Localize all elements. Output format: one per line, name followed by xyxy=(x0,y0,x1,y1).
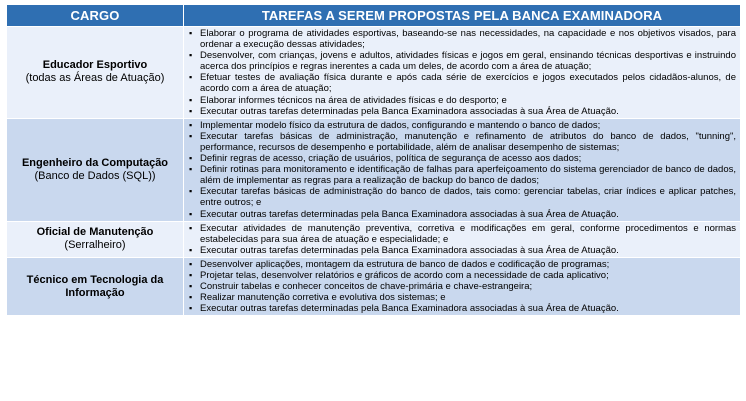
cargo-cell xyxy=(7,27,184,119)
bullet-icon: ▪ xyxy=(189,186,193,197)
task-text: Implementar modelo físico da estrutura de dados, configurando e mantendo o banco de dados; xyxy=(200,119,601,131)
task-text: Elaborar o programa de atividades esportivas, baseando-se nas necessidades, na capacidade e nos objetivos visados, para ordenar a execução dessas atividades; xyxy=(200,28,736,51)
bullet-icon: ▪ xyxy=(189,119,193,130)
table-header-row xyxy=(7,5,741,27)
task-text: Executar atividades de manutenção preventiva, corretiva e modificações em geral, conforme procedimentos e normas estabelecidas para sua área de atuação e especialidade; e xyxy=(200,222,736,245)
cargo-cell xyxy=(7,118,184,221)
bullet-icon: ▪ xyxy=(189,28,193,38)
table-row xyxy=(7,27,741,119)
task-item xyxy=(186,281,736,292)
bullet-icon: ▪ xyxy=(189,72,193,83)
task-text: Executar outras tarefas determinadas pela Banca Examinadora associadas à sua Área de Atuação. xyxy=(200,105,619,117)
bullet-icon: ▪ xyxy=(189,50,193,61)
bullet-icon: ▪ xyxy=(189,94,193,105)
cargo-area: (Banco de Dados (SQL)) xyxy=(34,169,156,182)
task-text: Projetar telas, desenvolver relatórios e gráficos de acordo com a necessidade de cada aplicativo; xyxy=(200,269,609,281)
cargo-name: Engenheiro da Computação xyxy=(21,156,169,169)
task-item xyxy=(186,164,736,186)
task-item xyxy=(186,95,736,106)
task-item xyxy=(186,209,736,220)
bullet-icon: ▪ xyxy=(189,130,193,141)
cargo-name: Técnico em Tecnologia da Informação xyxy=(26,273,164,299)
header-cargo: CARGO xyxy=(7,5,184,27)
task-item xyxy=(186,106,736,117)
task-item xyxy=(186,131,736,153)
bullet-icon: ▪ xyxy=(189,105,193,116)
task-list xyxy=(184,258,740,315)
task-list xyxy=(184,27,740,118)
task-item xyxy=(186,50,736,72)
task-item xyxy=(186,270,736,281)
cargo-area: (todas as Áreas de Atuação) xyxy=(25,72,165,85)
cargo-area: (Serralheiro) xyxy=(64,239,126,252)
tasks-cell xyxy=(184,118,741,221)
bullet-icon: ▪ xyxy=(189,292,193,303)
task-item xyxy=(186,303,736,314)
task-item xyxy=(186,292,736,303)
task-item xyxy=(186,223,736,245)
task-item xyxy=(186,120,736,131)
task-text: Desenvolver aplicações, montagem da estrutura de banco de dados e codificação de programas; xyxy=(200,258,610,270)
tasks-cell xyxy=(184,27,741,119)
bullet-icon: ▪ xyxy=(189,222,193,233)
bullet-icon: ▪ xyxy=(189,153,193,164)
task-text: Definir regras de acesso, criação de usuários, política de segurança de acesso aos dados; xyxy=(200,153,582,165)
task-text: Desenvolver, com crianças, jovens e adultos, atividades físicas e jogos em geral, ensinando técnicas desportivas e instruindo acerca dos princípios e regras inerentes a cada um deles, de acordo com a área de atuação; xyxy=(200,50,736,73)
task-text: Efetuar testes de avaliação física durante e após cada série de exercícios e jogos executados pelos cidadãos-alunos, de acordo com a área de atuação; xyxy=(200,72,736,95)
table-row xyxy=(7,221,741,257)
task-item xyxy=(186,245,736,256)
table-row xyxy=(7,257,741,315)
table-row xyxy=(7,118,741,221)
cargo-cell xyxy=(7,257,184,315)
cargo-name: Educador Esportivo xyxy=(42,59,148,72)
bullet-icon: ▪ xyxy=(189,258,193,269)
task-text: Executar outras tarefas determinadas pela Banca Examinadora associadas à sua Área de Atuação. xyxy=(200,208,619,220)
task-text: Definir rotinas para monitoramento e identificação de falhas para aperfeiçoamento do sistema gerenciador de banco de dados, além de implementar as regras para a realização de backup do banco de dados; xyxy=(200,164,736,187)
task-item xyxy=(186,259,736,270)
cargo-cell xyxy=(7,221,184,257)
bullet-icon: ▪ xyxy=(189,281,193,292)
task-text: Construir tabelas e conhecer conceitos de chave-primária e chave-estrangeira; xyxy=(200,281,533,293)
tasks-cell xyxy=(184,221,741,257)
task-list xyxy=(184,119,740,221)
cargo-name: Oficial de Manutenção xyxy=(36,226,154,239)
task-text: Executar outras tarefas determinadas pela Banca Examinadora associadas à sua Área de Atuação. xyxy=(200,303,619,315)
task-item xyxy=(186,72,736,94)
task-item xyxy=(186,28,736,50)
task-text: Executar outras tarefas determinadas pela Banca Examinadora associadas à sua Área de Atuação. xyxy=(200,244,619,256)
task-item xyxy=(186,186,736,208)
task-text: Executar tarefas básicas de administração, manutenção e refinamento de atributos do banco de dados, "tunning", performance, recursos de desempenho e portabilidade, além de analisar desempenho de sistemas; xyxy=(200,130,736,153)
task-item xyxy=(186,153,736,164)
bullet-icon: ▪ xyxy=(189,164,193,175)
task-text: Executar tarefas básicas de administração do banco de dados, tais como: gerenciar tabelas, criar índices e aplicar patches, entre outros; e xyxy=(200,186,736,209)
tasks-cell xyxy=(184,257,741,315)
task-text: Elaborar informes técnicos na área de atividades físicas e do desporto; e xyxy=(200,94,507,106)
task-list xyxy=(184,222,740,257)
task-text: Realizar manutenção corretiva e evolutiva dos sistemas; e xyxy=(200,292,446,304)
header-tarefas: TAREFAS A SEREM PROPOSTAS PELA BANCA EXAMINADORA xyxy=(184,5,741,27)
bullet-icon: ▪ xyxy=(189,269,193,280)
cargos-table xyxy=(6,4,741,316)
bullet-icon: ▪ xyxy=(189,208,193,219)
bullet-icon: ▪ xyxy=(189,244,193,255)
bullet-icon: ▪ xyxy=(189,303,193,314)
